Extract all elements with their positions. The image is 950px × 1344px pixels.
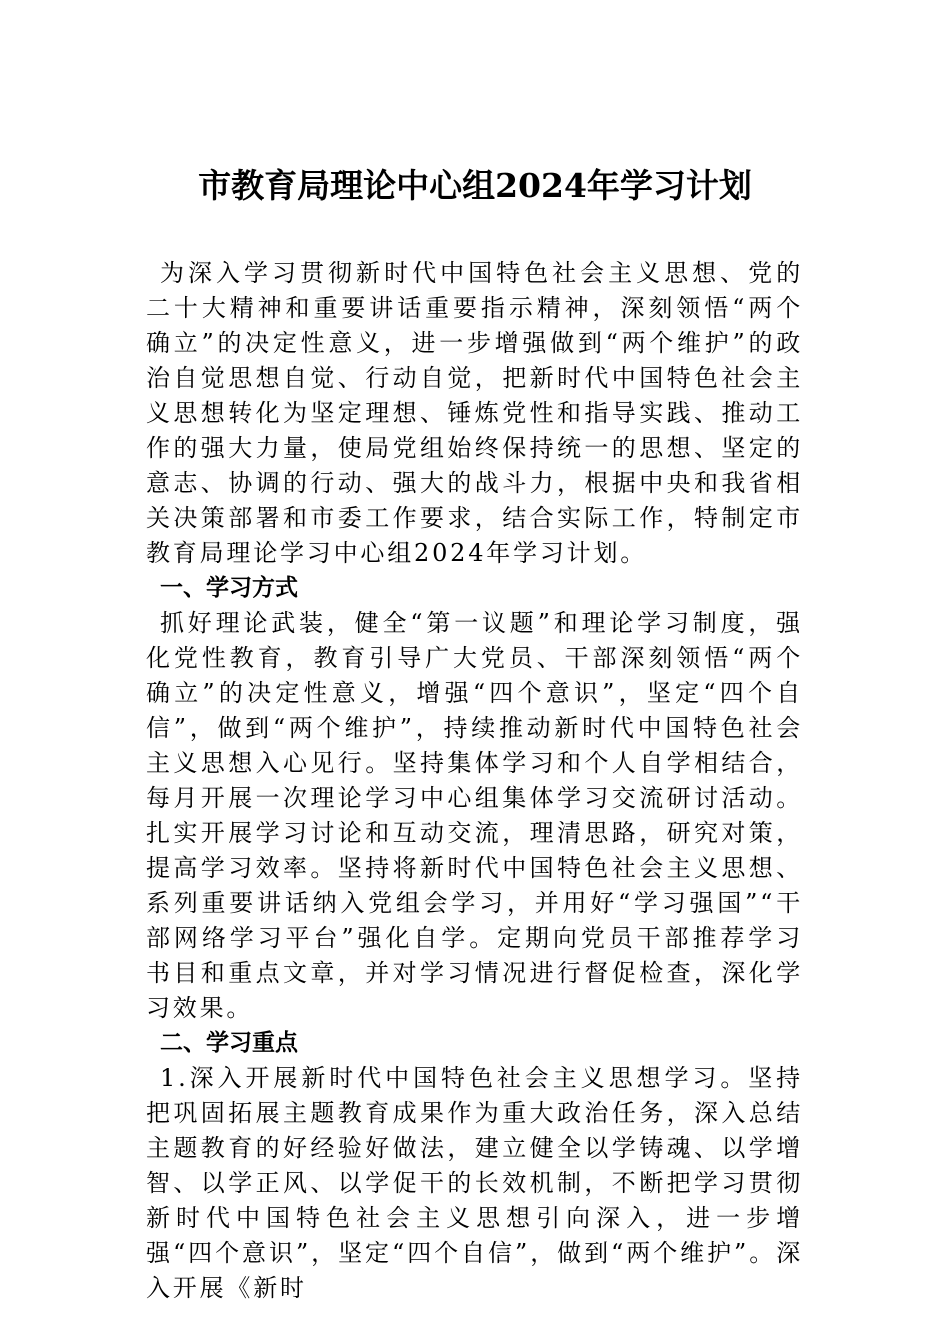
document-body (146, 256, 803, 1306)
section-paragraph-study-focus: 1.深入开展新时代中国特色社会主义思想学习。坚持把巩固拓展主题教育成果作为重大政治任务，深入总结主题教育的好经验好做法，建立健全以学铸魂、以学增智、以学正风、以学促干的长效机制，不断把学习贯彻新时代中国特色社会主义思想引向深入，进一步增强“四个意识”，坚定“四个自信”，做到“两个维护”。深入开展《新时 (146, 1064, 803, 1302)
section-paragraph-study-method: 抓好理论武装，健全“第一议题”和理论学习制度，强化党性教育，教育引导广大党员、干部深刻领悟“两个确立”的决定性意义，增强“四个意识”，坚定“四个自信”，做到“两个维护”，持续推动新时代中国特色社会主义思想入心见行。坚持集体学习和个人自学相结合，每月开展一次理论学习中心组集体学习交流研讨活动。扎实开展学习讨论和互动交流，理清思路，研究对策，提高学习效率。坚持将新时代中国特色社会主义思想、系列重要讲话纳入党组会学习，并用好“学习强国”“干部网络学习平台”强化自学。定期向党员干部推荐学习书目和重点文章，并对学习情况进行督促检查，深化学习效果。 (146, 609, 803, 1022)
document-title: 市教育局理论中心组2024年学习计划 (198, 166, 752, 205)
section-heading-study-focus: 二、学习重点 (160, 1030, 298, 1056)
section-heading-study-method: 一、学习方式 (160, 575, 298, 601)
intro-paragraph: 为深入学习贯彻新时代中国特色社会主义思想、党的二十大精神和重要讲话重要指示精神，深刻领悟“两个确立”的决定性意义，进一步增强做到“两个维护”的政治自觉思想自觉、行动自觉，把新时代中国特色社会主义思想转化为坚定理想、锤炼党性和指导实践、推动工作的强大力量，使局党组始终保持统一的思想、坚定的意志、协调的行动、强大的战斗力，根据中央和我省相关决策部署和市委工作要求，结合实际工作，特制定市教育局理论学习中心组2024年学习计划。 (146, 259, 803, 567)
